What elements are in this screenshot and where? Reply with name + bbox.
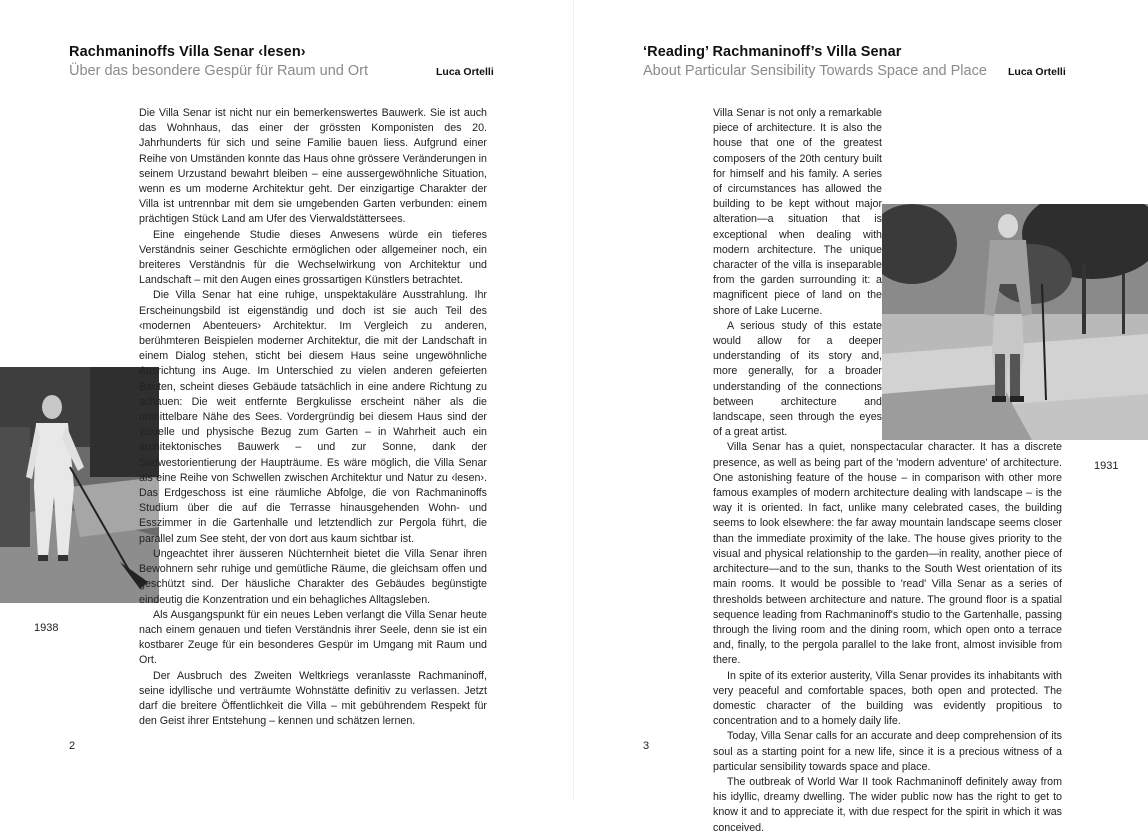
paragraph: Villa Senar is not only a remarkable piece of architecture. It is also the house that one of the greatest composers of the 20th century built for himself and his family. A series of circumstances has allowed the building to be kept without major alteration—a situation that is exceptional when dealing with modern architecture. The unique character of the villa is inseparable from the garden surrounding it: a magnificent piece of land on the shore of Lake Lucerne. xyxy=(713,107,882,317)
author-name: Luca Ortelli xyxy=(1008,66,1066,78)
paragraph: Today, Villa Senar calls for an accurate and deep comprehension of its soul as a starting point for a new life, since it is a precious witness of a particular sensibility towards space and place. xyxy=(713,730,1062,773)
paragraph: Die Villa Senar ist nicht nur ein bemerkenswertes Bauwerk. Sie ist auch das Wohnhaus, das einer der grössten Komponisten des 20. Jahrhunderts für sich und seine Familie bauen liess. Aufgrund einer Reihe von Umständen konnte das Haus ohne grössere Veränderungen in seinem Urzustand bewahrt bleiben – eine aussergewöhnliche Situation, wenn es um moderne Architektur geht. Der einzigartige Charakter der Villa ist untrennbar mit dem sie umgebenden Garten verbunden: einem prächtigen Stück Land am Ufer des Vierwaldstättersees. xyxy=(139,107,487,226)
paragraph: Die Villa Senar hat eine ruhige, unspektakuläre Ausstrahlung. Ihr Erscheinungsbild ist eigenständig und doch ist sie auch Teil des ‹modernen Abenteuers› Architektur. Im Vergleich zu anderen, berühmteren Beispielen moderner Architektur, die mit der Landschaft in einem Dialog stehen, sticht bei diesem Haus seine ungewöhnliche Ausrichtung ins Auge. Im Unterschied zu vielen anderen gefeierten Bauten, scheint dieses Gebäude tatsächlich in eine andere Richtung zu schauen: Die weit entfernte Bergkulisse erscheint näher als die unmittelbare Nähe des Sees. Vordergründig bei diesem Haus sind der visuelle und physische Bezug zum Garten – in Wahrheit auch ein architektonisches Bauwerk – und zur Sonne, dank der Südwestorientierung der Haupträume. Es wäre möglich, die Villa Senar als eine Reihe von Schwellen zwischen Architektur und Natur zu ‹lesen›. Das Erdgeschoss ist eine räumliche Abfolge, die von Rachmaninoffs Studium über die auf die Terrasse hinausgehenden Wohn- und Esszimmer in die Gartenhalle und letztendlich zur Pergola führt, die parallel zum See steht, der von dort aus kaum sichtbar ist. xyxy=(139,289,487,545)
left-page xyxy=(0,0,574,800)
right-page xyxy=(574,0,1148,834)
paragraph: Als Ausgangspunkt für ein neues Leben verlangt die Villa Senar heute nach einem genauen und tiefen Verständnis ihrer Seele, denn sie ist ein kostbarer Zeuge für ein besonderes Gespür im Umgang mit Raum und Ort. xyxy=(139,608,487,667)
page-subtitle-de: Über das besondere Gespür für Raum und Ort xyxy=(69,63,369,79)
author-name: Luca Ortelli xyxy=(436,66,494,78)
paragraph: A serious study of this estate would allow for a deeper understanding of its story and, more generally, for a broader understanding of the connections between architecture and landscape, seen through the eyes of a great artist. xyxy=(713,319,882,439)
photo-caption-1938: 1938 xyxy=(34,622,59,634)
photo-1938 xyxy=(0,367,159,603)
paragraph: The outbreak of World War II took Rachmaninoff definitely away from his idyllic, dreamy dwelling. The wider public now has the right to get to know it and to appreciate it, with due respect for the spirit in which it was conceived. xyxy=(713,775,1062,834)
photo-1938-image xyxy=(0,367,159,603)
page-title-en: ‘Reading’ Rachmaninoff’s Villa Senar xyxy=(643,44,902,60)
paragraph: Ungeachtet ihrer äusseren Nüchternheit bietet die Villa Senar ihren Bewohnern sehr ruhige und gemütliche Räume, die gleichsam offen und geschützt sind. Der häusliche Charakter des Gebäudes begünstigte eindeutig die Konzentration und ein behagliches Alltagsleben. xyxy=(139,547,487,606)
paragraph: Villa Senar has a quiet, nonspectacular character. It has a discrete presence, as well as being part of the 'modern adventure' of architecture. One astonishing feature of the house – in comparison with other more famous examples of modern architecture dealing with landscape – is the way it is oriented. In fact, unlike many celebrated cases, the building seems to look elsewhere: the far away mountain landscape seems closer than the immediate proximity of the lake. The house gives priority to the visual and physical relationship to the garden—in reality, another piece of architecture—and to the sun, thanks to the South West orientation of its main rooms. It would be possible to 'read' Villa Senar as a series of thresholds between architecture and nature. The ground floor is a spatial sequence leading from Rachmaninoff's studio to the Gartenhalle, passing through the living room and the dining room, which open onto a terrace and, finally, to the pergola parallel to the lake front, almost invisible from there. xyxy=(713,441,1062,667)
photo-caption-1931: 1931 xyxy=(1094,460,1119,472)
article-body-en xyxy=(713,106,1062,836)
paragraph: Eine eingehende Studie dieses Anwesens würde ein tieferes Verständnis seiner Geschichte ermöglichen oder allgemeiner noch, ein breiteres Verständnis für die Wechselwirkung von Architektur und Landschaft – mit den Augen eines grossartigen Künstlers betrachtet. xyxy=(139,228,487,287)
photo-wrap-spacer xyxy=(882,196,1062,438)
article-body-de xyxy=(139,106,487,729)
page-number: 2 xyxy=(69,740,76,752)
page-subtitle-en: About Particular Sensibility Towards Space and Place xyxy=(643,63,987,79)
page-title-de: Rachmaninoffs Villa Senar ‹lesen› xyxy=(69,44,306,60)
page-number: 3 xyxy=(643,740,650,752)
paragraph: Der Ausbruch des Zweiten Weltkriegs veranlasste Rachmaninoff, seine idyllische und verträumte Wohnstätte definitiv zu verlassen. Jetzt darf die breitere Öffentlichkeit die Villa – mit gebührendem Respekt für den Geist ihrer Entstehung – kennen und schätzen lernen. xyxy=(139,669,487,728)
paragraph: In spite of its exterior austerity, Villa Senar provides its inhabitants with very peaceful and comfortable spaces, both open and protected. The domestic character of the building was evidently propitious to concentration and to a homely daily life. xyxy=(713,669,1062,728)
